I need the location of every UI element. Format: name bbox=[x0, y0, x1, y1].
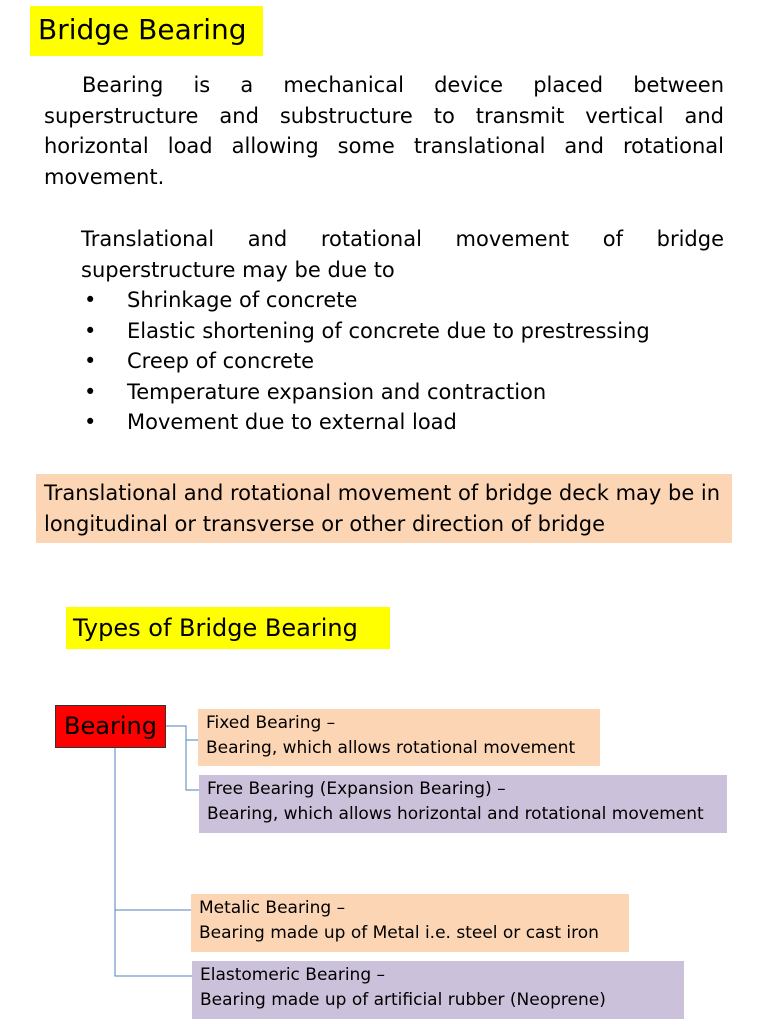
connector-line bbox=[166, 726, 199, 790]
node-title: Elastomeric Bearing – bbox=[200, 965, 386, 985]
page-title: Bridge Bearing bbox=[38, 13, 247, 46]
cause-text: Creep of concrete bbox=[127, 349, 315, 374]
cause-text: Elastic shortening of concrete due to prestressing bbox=[127, 318, 650, 343]
causes-list bbox=[81, 285, 724, 438]
cause-text: Movement due to external load bbox=[127, 410, 457, 435]
bullet-icon: • bbox=[84, 349, 97, 374]
definition-paragraph: Bearing is a mechanical device placed between superstructure and substructure to transmit vertical and horizontal load allowing some translational and rotational movement. bbox=[44, 73, 724, 189]
types-heading: Types of Bridge Bearing bbox=[73, 614, 358, 642]
node-title: Metalic Bearing – bbox=[199, 898, 346, 918]
direction-callout: Translational and rotational movement of bridge deck may be in longitudinal or transverse or other direction of bridge bbox=[36, 474, 732, 543]
node-description: Bearing made up of Metal i.e. steel or cast iron bbox=[199, 923, 599, 943]
bullet-icon: • bbox=[84, 318, 97, 343]
list-item bbox=[81, 285, 724, 316]
bullet-icon: • bbox=[84, 379, 97, 404]
elastomeric-bearing-node bbox=[192, 961, 684, 1019]
movement-intro: Translational and rotational movement of bridge superstructure may be due to bbox=[81, 227, 724, 282]
types-heading-highlight bbox=[66, 607, 390, 649]
fixed-bearing-node bbox=[198, 709, 600, 766]
list-item bbox=[81, 316, 724, 347]
node-description: Bearing, which allows horizontal and rotational movement bbox=[207, 804, 704, 824]
bullet-icon: • bbox=[84, 288, 97, 312]
node-title: Fixed Bearing – bbox=[206, 713, 336, 733]
cause-text: Shrinkage of concrete bbox=[127, 288, 358, 312]
cause-text: Temperature expansion and contraction bbox=[127, 379, 547, 404]
page-title-highlight bbox=[30, 6, 263, 56]
list-item bbox=[81, 377, 724, 408]
list-item bbox=[81, 346, 724, 377]
node-description: Bearing, which allows rotational movement bbox=[206, 738, 576, 758]
connector-line bbox=[115, 748, 192, 976]
free-bearing-node bbox=[199, 775, 727, 833]
list-item bbox=[81, 407, 724, 438]
bullet-icon: • bbox=[84, 410, 97, 435]
node-description: Bearing made up of artificial rubber (Neoprene) bbox=[200, 990, 606, 1010]
node-title: Free Bearing (Expansion Bearing) – bbox=[207, 779, 506, 799]
metalic-bearing-node bbox=[191, 894, 629, 952]
bearing-root-node: Bearing bbox=[55, 705, 166, 748]
